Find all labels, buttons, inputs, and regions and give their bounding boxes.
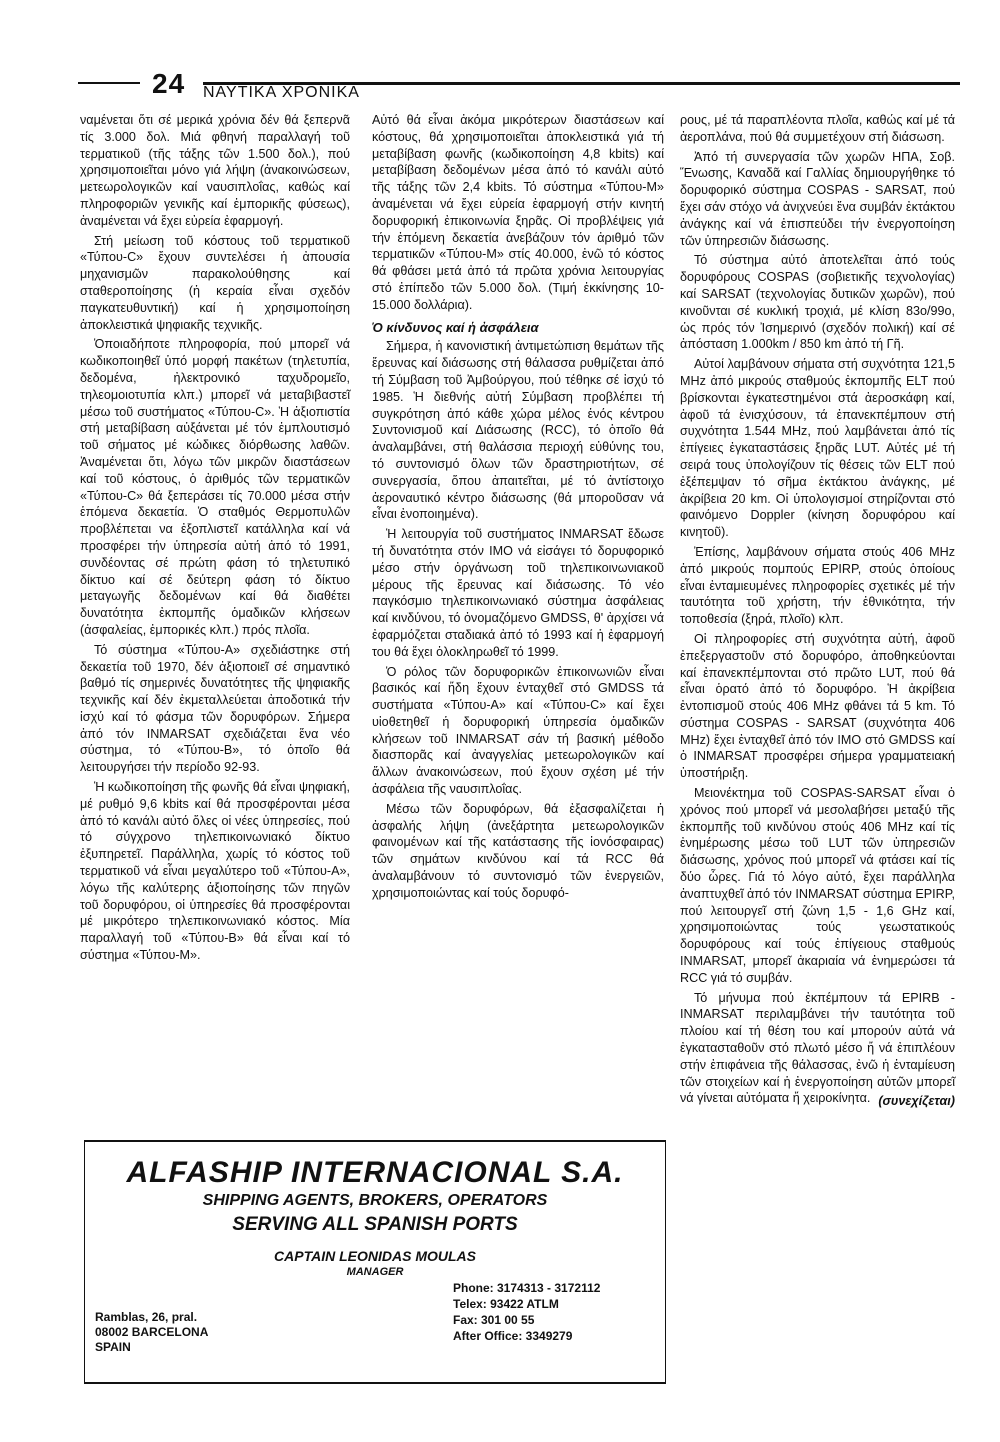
ad-tagline-ports: SERVING ALL SPANISH PORTS [232, 1214, 518, 1235]
header-rule-left [78, 82, 140, 84]
magazine-title: ΝΑΥΤΙΚΑ ΧΡΟΝΙΚΑ [203, 84, 360, 101]
ad-contacts [453, 1280, 600, 1344]
article-column-3 [680, 112, 955, 1110]
ad-contact-name: CAPTAIN LEONIDAS MOULAS [274, 1248, 476, 1264]
paragraph: Ὁ ρόλος τῶν δορυφορικῶν ἐπικοινωνιῶν εἶναι βασικός καί ἤδη ἔχουν ἐνταχθεῖ στό GMDSS τά συστήματα «Τύπου-Α» καί «Τύπου-C» καί ἔχει υἱοθετηθεῖ ἡ δορυφορική ὑπηρεσία ὁμαδικῶν κλήσεων τοῦ INMARSAT σάν τή βασική μέθοδο διασπορᾶς καί ἀναγγελίας μετεωρολογικῶν καί ἄλλων ἀνακοινώσεων, πού ἔχουν σχέση μέ τήν ἀσφάλεια τῆς ναυσιπλοΐας. [372, 664, 664, 797]
article-column-1 [80, 112, 350, 967]
paragraph: Αὐτοί λαμβάνουν σήματα στή συχνότητα 121,5 MHz ἀπό μικρούς σταθμούς ἐκπομπῆς ELT πού βρίσκονται ἐγκατεστημένοι στά ἀεροσκάφη καί, ἀφοῦ τά ἐνισχύσουν, τά ἐπανεκπέμπουν στή συχνότητα 1.544 MHz, πού λαμβάνεται ἀπό τίς ἐπίγειες ἐγκαταστάσεις ξηρᾶς LUT. Αὐτές μέ τή σειρά τους ὑπολογίζουν τίς θέσεις τῶν ELT πού ἐξέπεμψαν τό σῆμα ἐκτάκτου ἀνάγκης, μέ ἀκρίβεια 20 km. Οἱ ὑπολογισμοί στηρίζονται στό φαινόμενο Doppler (κίνηση δορυφόρου καί κινητοῦ). [680, 357, 955, 540]
article-column-2 [372, 112, 664, 905]
paragraph: Ἀπό τή συνεργασία τῶν χωρῶν ΗΠΑ, Σοβ. Ἕνωσης, Καναδᾶ καί Γαλλίας δημιουργήθηκε τό δορυφορικό σύστημα COSPAS - SARSAT, πού ἔχει σάν στόχο νά ἀνιχνεύει ἕνα συμβάν ἐκτάκτου ἀνάγκης καί νά ἐπισπεύδει τήν ἐνεργοποίηση τῶν ὑπηρεσιῶν διάσωσης. [680, 149, 955, 248]
ad-after-office: After Office: 3349279 [453, 1329, 573, 1343]
paragraph: Στή μείωση τοῦ κόστους τοῦ τερματικοῦ «Τύπου-C» ἔχουν συντελέσει ἡ ἀπουσία μηχανισμῶν παρακολούθησης καί σταθεροποίησης (ἡ κεραία εἶναι σχεδόν παγκατευθυντική) καί ἡ χρησιμοποίηση ἀποκλειστικά ψηφιακῆς τεχνικῆς. [80, 233, 350, 332]
ad-address-line: Ramblas, 26, pral. [95, 1310, 198, 1324]
paragraph: Οἱ πληροφορίες στή συχνότητα αὐτή, ἀφοῦ ἐπεξεργαστοῦν στό δορυφόρο, ἀποθηκεύονται καί ἐπανεκπέμπονται στό πρῶτο LUT, πού θά εἶναι ὁρατό ἀπό τό δορυφόρο. Ἡ ἀκρίβεια ἐντοπισμοῦ στούς 406 MHz φθάνει τά 5 km. Τό σύστημα COSPAS - SARSAT (συχνότητα 406 MHz) ἔχει ἐνταχθεῖ ἀπό τόν IMO στό GMDSS καί ὁ INMARSAT προσφέρει σήμερα γραμματειακή ὑποστήριξη. [680, 631, 955, 781]
paragraph: Τό σύστημα «Τύπου-Α» σχεδιάστηκε στή δεκαετία τοῦ 1970, δέν ἀξιοποιεῖ σέ σημαντικό βαθμό τίς σημερινές δυνατότητες τῆς ψηφιακῆς τεχνικῆς καί δέν ἐκμεταλλεύεται ἀποδοτικά τήν ἰσχύ καί τό φάσμα τῶν δορυφόρων. Σήμερα ἀπό τόν INMARSAT σχεδιάζεται ἕνα νέο σύστημα, τό «Τύπου-Β», τό ὁποῖο θά λειτουργήσει τήν περίοδο 92-93. [80, 642, 350, 775]
paragraph: Μέσω τῶν δορυφόρων, θά ἐξασφαλίζεται ἡ ἀσφαλής λήψη (ἀνεξάρτητα μετεωρολογικῶν φαινομένων καί τῆς κατάστασης τῆς ἰονόσφαιρας) τῶν σημάτων κινδύνου καί τά RCC θά ἀναλαμβάνουν τό συντονισμό τῶν ἐνεργειῶν, χρησιμοποιώντας καί τούς δορυφό- [372, 801, 664, 900]
paragraph: ρους, μέ τά παραπλέοντα πλοῖα, καθώς καί μέ τά ἀεροπλάνα, πού θά συμμετέχουν στή διάσωση. [680, 113, 955, 144]
ad-address [95, 1310, 208, 1355]
paragraph: Ὁποιαδήποτε πληροφορία, πού μπορεῖ νά κωδικοποιηθεῖ ὑπό μορφή πακέτων (τηλετυπία, δεδομένα, ἠλεκτρονικό ταχυδρομεῖο, τηλεομοιοτυπία κλπ.) μπορεῖ νά μεταβιβαστεῖ μέσω τοῦ συστήματος «Τύπου-C». Ἡ ἀξιοπιστία στή μεταβίβαση αὐξάνεται μέ τόν ἐμπλουτισμό τοῦ σήματος μέ κώδικες διόρθωσης λαθῶν. Ἀναμένεται ὅτι, λόγω τῶν μικρῶν διαστάσεων καί τοῦ κόστους, ὁ ἀριθμός τῶν τερματικῶν «Τύπου-C» θά ξεπεράσει τίς 70.000 μέσα στήν ἑπόμενα δεκαετία. Ὁ σταθμός Θερμοπυλῶν προβλέπεται να ἐξοπλιστεῖ κατάλληλα καί νά προσφέρει τήν ὑπηρεσία αὐτή ἀπό τό 1991, συνδέοντας σέ πρώτη φάση τό τηλετυπικό δίκτυο καί σέ δεύτερη φάση τό δίκτυο μεταγωγῆς δεδομένων καί θά διαθέτει δυνατότητα ἐκπομπῆς ὁμαδικῶν κλήσεων (ἀσφαλείας, ἐμπορικές κλπ.) πρός πλοῖα. [80, 337, 350, 637]
ad-contact-title: MANAGER [346, 1266, 404, 1278]
ad-company-name: ALFASHIP INTERNACIONAL S.A. [126, 1156, 624, 1189]
continued-label: (συνεχίζεται) [878, 1094, 955, 1109]
paragraph: Αὐτό θά εἶναι ἀκόμα μικρότερων διαστάσεων καί κόστους, θά χρησιμοποιεῖται ἀποκλειστικά γιά τή μεταβίβαση φωνῆς (κωδικοποίηση 4,8 kbits) καί μεταβίβαση δεδομένων μέσα ἀπό τό κανάλι αὐτό τῆς τάξης τῶν 2,4 kbits. Τό σύστημα «Τύπου-Μ» ἀναμένεται νά ἔχει εὐρεία ἐφαρμογή στήν κινητή δορυφορική ἐπικοινωνία ξηρᾶς. Οἱ προβλέψεις γιά τήν ἑπόμενη δεκαετία ἀνεβάζουν τόν ἀριθμό τῶν τερματικῶν «Τύπου-Μ» στίς 40.000, ἐνῶ τό κόστος θά φθάσει μετά ἀπό τά πρῶτα χρόνια λειτουργίας στό ἐπίπεδο τῶν 5.000 δολ. (Τιμή ἐκκίνησης 10-15.000 δολλάρια). [372, 113, 664, 312]
paragraph: Σήμερα, ἡ κανονιστική ἀντιμετώπιση θεμάτων τῆς ἔρευνας καί διάσωσης στή θάλασσα ρυθμίζεται ἀπό τή Σύμβαση τοῦ Ἀμβούργου, πού τέθηκε σέ ἰσχύ τό 1985. Ἡ διεθνής αὐτή Σύμβαση προβλέπει τή συγκρότηση ἀπό κάθε χώρα μέλος ἑνός κέντρου Συντονισμοῦ καί Διάσωσης (RCC), τό ὁποῖο θά ἀναλαμβάνει, στή θαλάσσια περιοχή εὐθύνης του, τό συντονισμό ὅλων τῶν δραστηριοτήτων, σέ συνεργασία, ὅπου ἀπαιτεῖται, μέ τό ἀντίστοιχο ἀεροναυτικό κέντρο διάσωσης (θά μποροῦσαν νά εἶναι ἐνοποιημένα). [372, 339, 664, 522]
paragraph: Ἐπίσης, λαμβάνουν σήματα στούς 406 MHz ἀπό μικρούς πομπούς EPIRP, στούς ὁποίους εἶναι ἐνταμιευμένες πληροφορίες σχετικές μέ τήν ταυτότητα τοῦ χρήστη, τήν ἐθνικότητα, τήν τοποθεσία (ξηρά, πλοῖο) κλπ. [680, 544, 955, 627]
page-header [78, 68, 960, 108]
paragraph: Μειονέκτημα τοῦ COSPAS-SARSAT εἶναι ὁ χρόνος πού μπορεῖ νά μεσολαβήσει μεταξύ τῆς ἐκπομπῆς τοῦ κινδύνου στούς 406 MHz καί τίς ἐνημέρωσης μέσω τοῦ LUT τῶν ὑπηρεσιῶν διάσωσης, χρόνος πού μπορεῖ νά φτάσει καί τίς δύο ὧρες. Γιά τό λόγο αὐτό, ἔχει παράλληλα ἀναπτυχθεῖ ἀπό τόν INMARSAT σύστημα EPIRP, πού λειτουργεῖ στή ζώνη 1,5 - 1,6 GHz καί, χρησιμοποιώντας τούς γεωστατικούς δορυφόρους καί τούς ἐπίγειους σταθμούς INMARSAT, μπορεῖ ἀκαριαία νά ἐνημερώσει τά RCC γιά τό συμβάν. [680, 786, 955, 985]
paragraph: Ἡ κωδικοποίηση τῆς φωνῆς θά εἶναι ψηφιακή, μέ ρυθμό 9,6 kbits καί θά προσφέρονται μέσα ἀπό τό κανάλι αὐτό ὅλες οἱ νέες ὑπηρεσίες, πού τό σύγχρονο τηλεπικοινωνιακό δίκτυο ἐξυπηρετεῖ. Παράλληλα, χωρίς τό κόστος τοῦ τερματικοῦ νά εἶναι μεγαλύτερο τοῦ «Τύπου-Α», λόγω τῆς καλύτερης ἀξιοποίησης τῶν πηγῶν τοῦ δορυφόρου, οἱ ὑπηρεσίες θά προσφέρονται μέ μικρότερο τηλεπικοινωνιακό κόστος. Μία παραλλαγή τοῦ «Τύπου-Β» θά εἶναι καί τό σύστημα «Τύπου-Μ». [80, 780, 350, 963]
ad-phone: Phone: 3174313 - 3172112 [453, 1281, 601, 1295]
ad-address-line: 08002 BARCELONA [95, 1325, 209, 1339]
paragraph: ναμένεται ὅτι σέ μερικά χρόνια δέν θά ξεπερνᾶ τίς 3.000 δολ. Μιά φθηνή παραλλαγή τοῦ τερματικοῦ (τῆς τάξης τῶν 1.500 δολ.), πού χρησιμοποιεῖται μόνο γιά λήψη (ἀνακοινώσεων, μετεωρολογικῶν καί ναυσιπλοΐας, καθώς καί πληροφοριῶν γενικῆς καί ἐμπορικῆς φύσεως), ἀναμένεται νά ἔχει εὐρεία ἐφαρμογή. [80, 113, 350, 228]
paragraph: Ἡ λειτουργία τοῦ συστήματος INMARSAT ἔδωσε τή δυνατότητα στόν IMO νά εἰσάγει τό δορυφορικό μέσο στήν ὀργάνωση τοῦ τηλεπικοινωνιακοῦ μέρους τῆς ἔρευνας καί διάσωσης. Τό νέο παγκόσμιο τηλεπικοινωνιακό σύστημα ἀσφάλειας καί κινδύνου, τό ὀνομαζόμενο GMDSS, θ' ἀρχίσει νά ἐφαρμόζεται σταδιακά ἀπό τό 1993 καί ἡ ἐφαρμογή του θά ἔχει ὁλοκληρωθεῖ τό 1999. [372, 527, 664, 659]
ad-tagline-services: SHIPPING AGENTS, BROKERS, OPERATORS [202, 1192, 548, 1209]
section-heading: Ὁ κίνδυνος καί ἡ ἀσφάλεια [372, 319, 539, 335]
paragraph: Τό μήνυμα πού ἐκπέμπουν τά EPIRB - INMARSAT περιλαμβάνει τήν ταυτότητα τοῦ πλοίου καί τή θέση του καί μπορούν αὐτά νά ἐγκατασταθοῦν στό πλωτό μέσο ἤ νά ἐπιπλέουν στήν ἐπιφάνεια τῆς θάλασσας, ἐνῶ ἡ ἐνταμίευση τῶν στοιχείων καί ἡ ἐνεργοποίηση αὐτῶν μπορεῖ νά γίνεται αὐτόματα ἤ χειροκίνητα. [680, 990, 955, 1106]
ad-telex: Telex: 93422 ATLM [453, 1297, 559, 1311]
advertisement-box [84, 1140, 666, 1384]
paragraph: Τό σύστημα αὐτό ἀποτελεῖται ἀπό τούς δορυφόρους COSPAS (σοβιετικῆς τεχνολογίας) καί SARSAT (τεχνολογίας δυτικῶν χωρῶν), πού κινοῦνται σέ κυκλική τροχιά, μέ κλίση 83ο/99ο, ὡς πρός τόν Ἰσημερινό (σχεδόν πολική) καί σέ ἀπόσταση 1.000km / 850 km ἀπό τή Γῆ. [680, 253, 955, 352]
ad-address-line: SPAIN [95, 1340, 131, 1354]
page-number: 24 [152, 68, 186, 99]
ad-fax: Fax: 301 00 55 [453, 1313, 535, 1327]
